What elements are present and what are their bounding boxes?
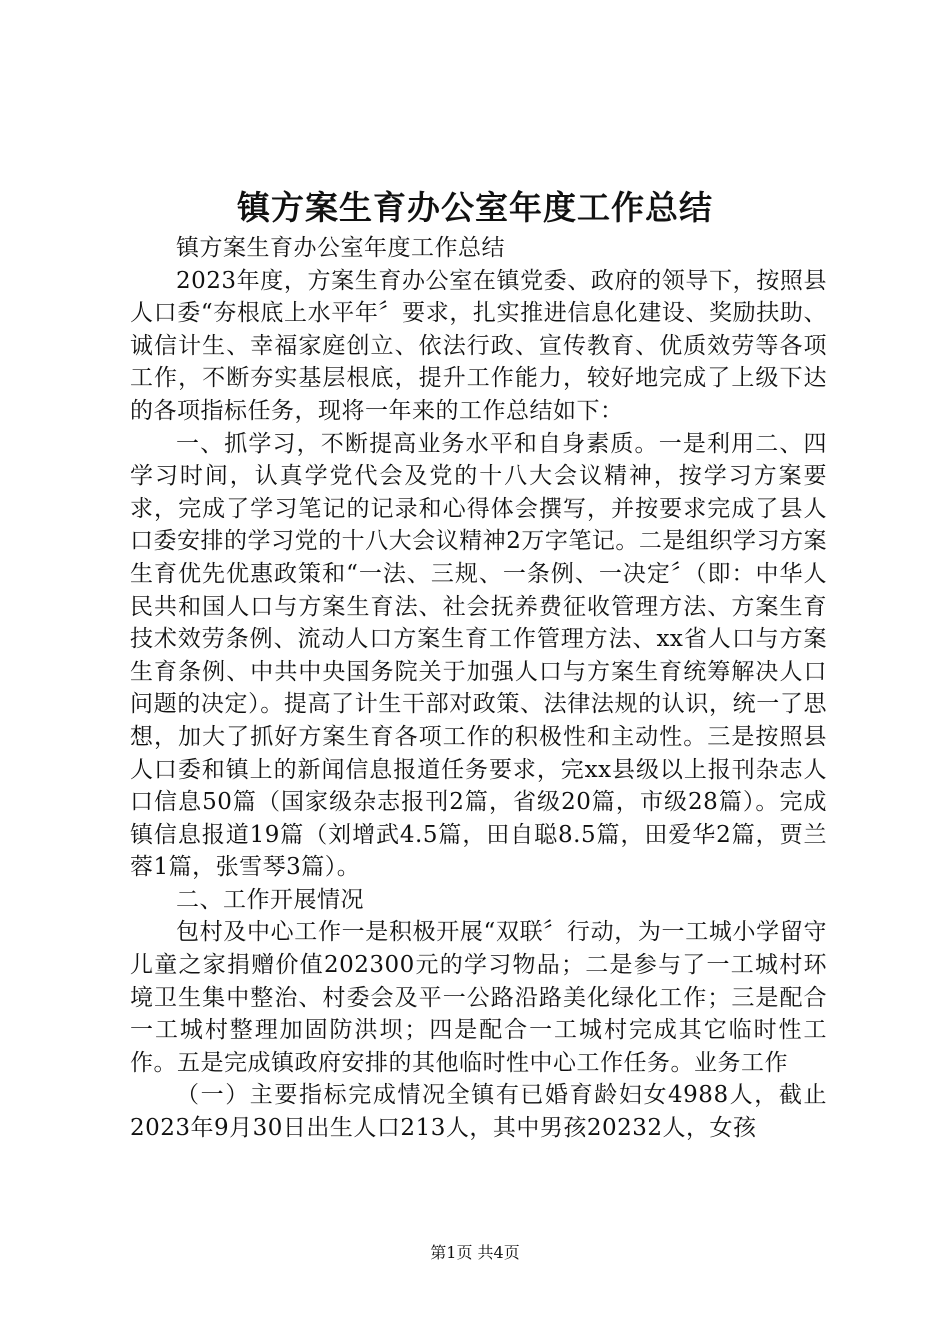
page-footer: 第1页 共4页 — [430, 1243, 520, 1262]
document-body — [130, 232, 827, 1145]
document-title: 镇方案生育办公室年度工作总结 — [237, 188, 713, 227]
section-heading: 二、工作开展情况 — [176, 886, 364, 913]
body-paragraph: 2023年度，方案生育办公室在镇党委、政府的领导下，按照县人口委“夯根底上水平年〞要求，扎实推进信息化建设、奖励扶助、诚信计生、幸福家庭创立、依法行政、宣传教育、优质效劳等各项工作，不断夯实基层根底，提升工作能力，较好地完成了上级下达的各项指标任务，现将一年来的工作总结如下： — [130, 267, 827, 424]
body-paragraph: （一）主要指标完成情况全镇有已婚育龄妇女4988人，截止2023年9月30日出生人口213人，其中男孩20232人，女孩 — [130, 1082, 827, 1142]
body-paragraph: 镇方案生育办公室年度工作总结 — [176, 235, 505, 261]
body-paragraph: 一、抓学习，不断提高业务水平和自身素质。一是利用二、四学习时间，认真学党代会及党的十八大会议精神，按学习方案要求，完成了学习笔记的记录和心得体会撰写，并按要求完成了县人口委安排的学习党的十八大会议精神2万字笔记。二是组织学习方案生育优先优惠政策和“一法、三规、一条例、一决定〞（即：中华人民共和国人口与方案生育法、社会抚养费征收管理方法、方案生育技术效劳条例、流动人口方案生育工作管理方法、xx省人口与方案生育条例、中共中央国务院关于加强人口与方案生育统筹解决人口问题的决定）。提高了计生干部对政策、法律法规的认识，统一了思想，加大了抓好方案生育各项工作的积极性和主动性。三是按照县人口委和镇上的新闻信息报道任务要求，完xx县级以上报刊杂志人口信息50篇（国家级杂志报刊2篇，省级20篇，市级28篇）。完成镇信息报道19篇（刘增武4.5篇，田自聪8.5篇，田爱华2篇，贾兰蓉1篇，张雪琴3篇）。 — [130, 430, 827, 881]
body-paragraph: 包村及中心工作一是积极开展“双联〞行动，为一工城小学留守儿童之家捐赠价值202300元的学习物品；二是参与了一工城村环境卫生集中整治、村委会及平一公路沿路美化绿化工作；三是配合一工城村整理加固防洪坝；四是配合一工城村完成其它临时性工作。五是完成镇政府安排的其他临时性中心工作任务。业务工作 — [130, 919, 827, 1076]
